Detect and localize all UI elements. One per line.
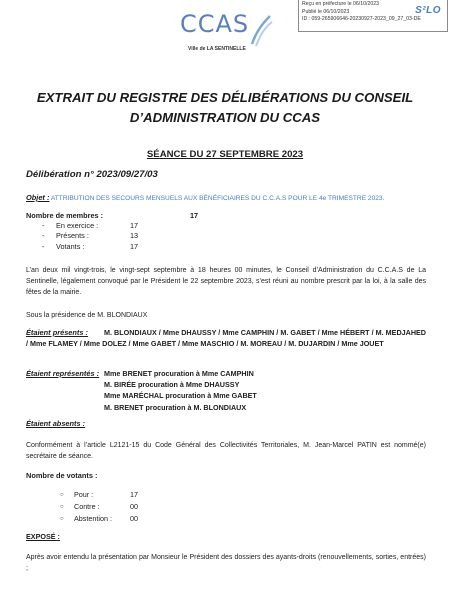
members-row-label: Présents : [56, 231, 89, 241]
members-row-value: 17 [130, 241, 139, 251]
intro-paragraph: L’an deux mil vingt-trois, le vingt-sept septembre à 18 heures 00 minutes, le Conseil d’Administration du C.C.A.S de La Sentinelle, légalement convoqué par le Président le 22 septembre 2023, s’est réuni au nombre prescrit par la loi, à la salle des fêtes de la mairie. [26, 267, 426, 297]
dash: - [42, 241, 45, 251]
objet-text: ATTRIBUTION DES SECOURS MENSUELS AUX BÉNÉFICIAIRES DU C.C.A.S POUR LE 4e TRIMESTRE 2023. [50, 195, 385, 202]
dash: - [42, 221, 45, 231]
prefecture-stamp [298, 0, 448, 32]
presidence-line: Sous la présidence de M. BLONDIAUX [26, 312, 148, 319]
absents-label: Étaient absents : [26, 419, 86, 428]
logo-swoosh-icon [248, 12, 274, 48]
dash: - [42, 231, 45, 241]
title-line: EXTRAIT DU REGISTRE DES DÉLIBÉRATIONS DU CONSEIL [36, 90, 414, 105]
slo-logo: S²LO [415, 5, 441, 16]
members-total: 17 [190, 211, 199, 220]
members-row-value: 13 [130, 231, 139, 241]
vote-value: 00 [130, 502, 138, 511]
members-row-value: 17 [130, 221, 139, 231]
stamp-line: ID : 059-265906646-20230927-2023_09_27_03-DE [302, 16, 421, 23]
bullet-icon: ○ [60, 492, 64, 498]
objet [26, 193, 426, 202]
ccas-logo [176, 10, 274, 66]
deliberation-number: Délibération n° 2023/09/27/03 [26, 169, 158, 180]
document-title [20, 88, 430, 128]
expose-paragraph: Après avoir entendu la présentation par Monsieur le Président des dossiers des ayants-droits (renouvellements, sorties, entrées) ; [26, 554, 426, 573]
members-label: Nombre de membres : [26, 211, 104, 220]
vote-value: 00 [130, 514, 138, 523]
presents-list: M. BLONDIAUX / Mme DHAUSSY / Mme CAMPHIN / M. GABET / Mme HÉBERT / M. MEDJAHED / Mme FLAMEY / Mme DOLEZ / Mme GABET / Mme MASCHIO / M. MOREAU / M. DUJARDIN / Mme JOUET [26, 328, 426, 349]
members-row-label: Votants : [56, 241, 85, 251]
representes-line: Mme MARÉCHAL procuration à Mme GABET [104, 391, 257, 401]
vote-label: Contre : [74, 502, 100, 511]
bullet-icon: ○ [60, 504, 64, 510]
vote-label: Pour : [74, 490, 94, 499]
stamp-line: Reçu en préfecture le 06/10/2023 [302, 1, 380, 7]
logo-subtitle: Ville de LA SENTINELLE [188, 46, 246, 52]
seance-date: SÉANCE DU 27 SEPTEMBRE 2023 [146, 149, 304, 160]
secretaire-paragraph: Conformément à l’article L2121-15 du Code Général des Collectivités Territoriales, M. Jean-Marcel PATIN est nommé(e) secrétaire de séance. [26, 442, 426, 461]
bullet-icon: ○ [60, 516, 64, 522]
members-count [26, 211, 198, 252]
expose-label: EXPOSÉ : [26, 532, 60, 541]
objet-label: Objet : [26, 193, 50, 202]
representes-list [104, 368, 424, 413]
title-line: D’ADMINISTRATION DU CCAS [129, 110, 321, 125]
presents-label: Étaient présents : [26, 328, 89, 337]
representes-label: Étaient représentés : [26, 369, 100, 378]
representes-line: Mme BRENET procuration à Mme CAMPHIN [104, 369, 254, 378]
stamp-line: Publié le 06/10/2023 [302, 8, 350, 15]
votants-label: Nombre de votants : [26, 471, 98, 480]
votes [60, 489, 138, 525]
representes-line: M. BIRÉE procuration à Mme DHAUSSY [104, 380, 240, 390]
vote-value: 17 [130, 490, 138, 499]
representes-line: M. BRENET procuration à M. BLONDIAUX [104, 402, 247, 412]
vote-label: Abstention : [74, 514, 112, 523]
members-row-label: En exercice : [56, 221, 99, 231]
logo-text: CCAS [180, 10, 250, 38]
